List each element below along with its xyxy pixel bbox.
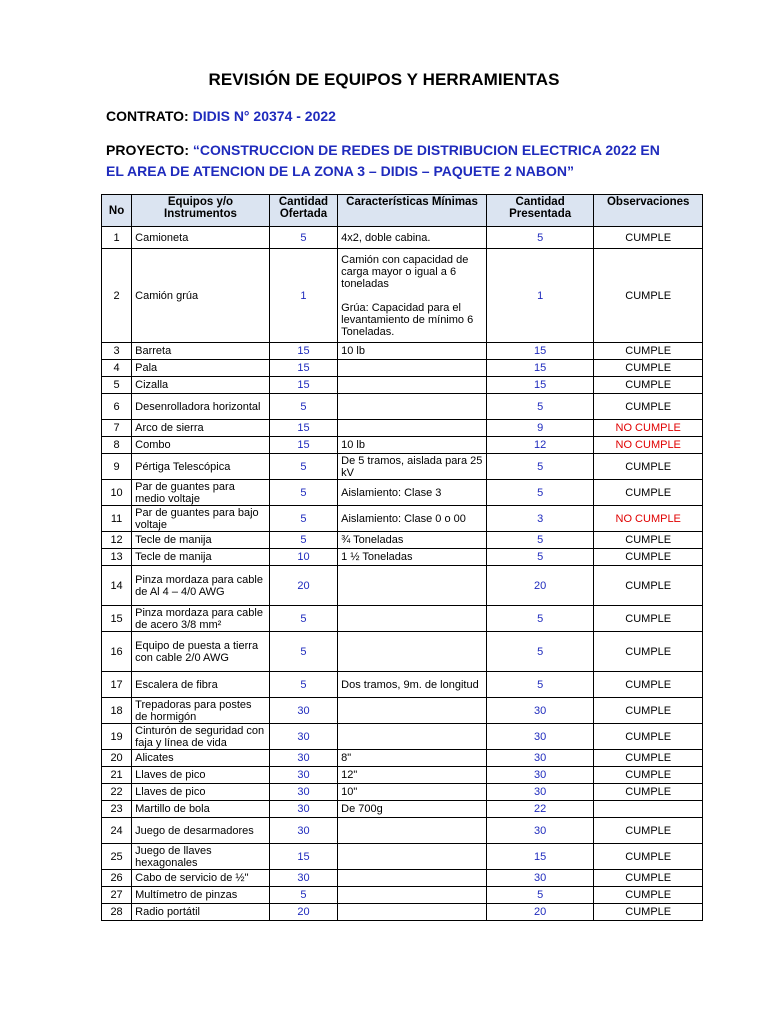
cell-offered: 5 (269, 532, 337, 549)
cell-observation: NO CUMPLE (594, 437, 703, 454)
cell-item: Cabo de servicio de ½" (132, 870, 270, 887)
cell-specs (338, 606, 487, 632)
table-row (102, 632, 703, 672)
cell-specs: 4x2, doble cabina. (338, 227, 487, 249)
table-row (102, 887, 703, 904)
cell-presented: 1 (486, 249, 594, 343)
cell-offered: 30 (269, 767, 337, 784)
cell-offered: 30 (269, 784, 337, 801)
cell-specs (338, 904, 487, 921)
cell-item: Pala (132, 360, 270, 377)
cell-item: Combo (132, 437, 270, 454)
cell-item: Llaves de pico (132, 784, 270, 801)
cell-no: 7 (102, 420, 132, 437)
table-body (102, 227, 703, 921)
cell-offered: 20 (269, 904, 337, 921)
cell-presented: 15 (486, 360, 594, 377)
cell-offered: 30 (269, 750, 337, 767)
cell-specs: ¾ Toneladas (338, 532, 487, 549)
cell-observation: CUMPLE (594, 566, 703, 606)
cell-presented: 22 (486, 801, 594, 818)
cell-offered: 15 (269, 377, 337, 394)
cell-presented: 5 (486, 394, 594, 420)
cell-item: Desenrolladora horizontal (132, 394, 270, 420)
cell-presented: 15 (486, 343, 594, 360)
table-row (102, 566, 703, 606)
cell-specs (338, 566, 487, 606)
cell-offered: 1 (269, 249, 337, 343)
cell-offered: 15 (269, 844, 337, 870)
cell-offered: 5 (269, 887, 337, 904)
cell-item: Par de guantes para medio voltaje (132, 480, 270, 506)
table-row (102, 394, 703, 420)
cell-no: 26 (102, 870, 132, 887)
cell-specs: 10" (338, 784, 487, 801)
cell-presented: 20 (486, 566, 594, 606)
cell-no: 24 (102, 818, 132, 844)
cell-no: 6 (102, 394, 132, 420)
cell-observation: CUMPLE (594, 672, 703, 698)
cell-no: 8 (102, 437, 132, 454)
table-row (102, 480, 703, 506)
cell-no: 1 (102, 227, 132, 249)
cell-offered: 30 (269, 801, 337, 818)
contract-number: DIDIS N° 20374 - 2022 (192, 108, 336, 124)
cell-no: 2 (102, 249, 132, 343)
cell-item: Trepadoras para postes de hormigón (132, 698, 270, 724)
cell-presented: 30 (486, 870, 594, 887)
cell-presented: 5 (486, 480, 594, 506)
cell-offered: 5 (269, 480, 337, 506)
cell-specs: 12" (338, 767, 487, 784)
cell-observation: CUMPLE (594, 870, 703, 887)
cell-observation: CUMPLE (594, 343, 703, 360)
cell-presented: 5 (486, 549, 594, 566)
table-row (102, 784, 703, 801)
cell-no: 13 (102, 549, 132, 566)
cell-offered: 30 (269, 870, 337, 887)
table-row (102, 454, 703, 480)
table-row (102, 750, 703, 767)
cell-item: Tecle de manija (132, 532, 270, 549)
cell-specs: 8" (338, 750, 487, 767)
cell-specs: De 5 tramos, aislada para 25 kV (338, 454, 487, 480)
cell-specs (338, 724, 487, 750)
cell-presented: 30 (486, 784, 594, 801)
cell-observation: CUMPLE (594, 227, 703, 249)
project-block (106, 140, 676, 182)
cell-item: Juego de llaves hexagonales (132, 844, 270, 870)
cell-item: Juego de desarmadores (132, 818, 270, 844)
table-row (102, 227, 703, 249)
header-specs: Características Mínimas (338, 195, 487, 227)
cell-specs (338, 420, 487, 437)
cell-observation: CUMPLE (594, 549, 703, 566)
cell-no: 16 (102, 632, 132, 672)
header-offered: Cantidad Ofertada (269, 195, 337, 227)
cell-specs: 10 lb (338, 343, 487, 360)
cell-observation: NO CUMPLE (594, 506, 703, 532)
cell-presented: 30 (486, 724, 594, 750)
cell-presented: 5 (486, 227, 594, 249)
cell-observation: CUMPLE (594, 360, 703, 377)
cell-observation: CUMPLE (594, 844, 703, 870)
table-row (102, 420, 703, 437)
cell-observation: CUMPLE (594, 724, 703, 750)
cell-item: Par de guantes para bajo voltaje (132, 506, 270, 532)
cell-no: 11 (102, 506, 132, 532)
cell-specs: 1 ½ Toneladas (338, 549, 487, 566)
cell-presented: 9 (486, 420, 594, 437)
cell-presented: 5 (486, 606, 594, 632)
cell-no: 3 (102, 343, 132, 360)
cell-offered: 5 (269, 632, 337, 672)
cell-offered: 10 (269, 549, 337, 566)
cell-offered: 5 (269, 394, 337, 420)
cell-item: Equipo de puesta a tierra con cable 2/0 AWG (132, 632, 270, 672)
cell-item: Escalera de fibra (132, 672, 270, 698)
cell-specs (338, 870, 487, 887)
header-presented: Cantidad Presentada (486, 195, 594, 227)
cell-item: Alicates (132, 750, 270, 767)
cell-no: 12 (102, 532, 132, 549)
cell-no: 18 (102, 698, 132, 724)
cell-item: Pinza mordaza para cable de Al 4 – 4/0 AWG (132, 566, 270, 606)
cell-no: 23 (102, 801, 132, 818)
cell-item: Pinza mordaza para cable de acero 3/8 mm² (132, 606, 270, 632)
header-item: Equipos y/o Instrumentos (132, 195, 270, 227)
table-row (102, 767, 703, 784)
table-row (102, 360, 703, 377)
cell-observation: CUMPLE (594, 249, 703, 343)
table-row (102, 606, 703, 632)
table-row (102, 506, 703, 532)
cell-no: 17 (102, 672, 132, 698)
table-row (102, 818, 703, 844)
header-no: No (102, 195, 132, 227)
cell-observation: CUMPLE (594, 377, 703, 394)
cell-item: Arco de sierra (132, 420, 270, 437)
table-row (102, 377, 703, 394)
cell-presented: 30 (486, 750, 594, 767)
cell-offered: 5 (269, 227, 337, 249)
cell-item: Pértiga Telescópica (132, 454, 270, 480)
table-row (102, 801, 703, 818)
contract-label: CONTRATO: (106, 108, 189, 124)
cell-specs: Aislamiento: Clase 0 o 00 (338, 506, 487, 532)
cell-presented: 20 (486, 904, 594, 921)
table-row (102, 870, 703, 887)
cell-item: Radio portátil (132, 904, 270, 921)
cell-observation: CUMPLE (594, 454, 703, 480)
cell-specs (338, 394, 487, 420)
cell-specs (338, 844, 487, 870)
table-row (102, 724, 703, 750)
cell-item: Cinturón de seguridad con faja y línea de vida (132, 724, 270, 750)
cell-no: 20 (102, 750, 132, 767)
cell-observation: CUMPLE (594, 750, 703, 767)
cell-offered: 5 (269, 672, 337, 698)
cell-presented: 5 (486, 454, 594, 480)
cell-specs (338, 818, 487, 844)
cell-specs (338, 360, 487, 377)
cell-no: 14 (102, 566, 132, 606)
cell-specs: 10 lb (338, 437, 487, 454)
cell-presented: 15 (486, 844, 594, 870)
header-observations: Observaciones (594, 195, 703, 227)
equipment-table (101, 194, 703, 921)
cell-item: Barreta (132, 343, 270, 360)
cell-offered: 20 (269, 566, 337, 606)
cell-offered: 30 (269, 724, 337, 750)
table-row (102, 904, 703, 921)
cell-item: Tecle de manija (132, 549, 270, 566)
table-row (102, 549, 703, 566)
cell-no: 9 (102, 454, 132, 480)
cell-specs: De 700g (338, 801, 487, 818)
table-header-row (102, 195, 703, 227)
cell-specs (338, 887, 487, 904)
cell-offered: 5 (269, 506, 337, 532)
cell-observation: CUMPLE (594, 532, 703, 549)
table-row (102, 698, 703, 724)
cell-no: 5 (102, 377, 132, 394)
cell-presented: 30 (486, 698, 594, 724)
project-name: “CONSTRUCCION DE REDES DE DISTRIBUCION ELECTRICA 2022 EN EL AREA DE ATENCION DE LA ZONA 3 – DIDIS – PAQUETE 2 NABON” (106, 142, 660, 179)
cell-no: 28 (102, 904, 132, 921)
cell-no: 25 (102, 844, 132, 870)
cell-no: 15 (102, 606, 132, 632)
table-row (102, 532, 703, 549)
cell-specs: Camión con capacidad de carga mayor o igual a 6 toneladas Grúa: Capacidad para el levantamiento de mínimo 6 Toneladas. (338, 249, 487, 343)
project-label: PROYECTO: (106, 142, 189, 158)
cell-specs (338, 377, 487, 394)
cell-observation: CUMPLE (594, 818, 703, 844)
cell-no: 21 (102, 767, 132, 784)
contract-line (106, 108, 336, 124)
cell-presented: 5 (486, 887, 594, 904)
cell-item: Multímetro de pinzas (132, 887, 270, 904)
cell-observation: CUMPLE (594, 784, 703, 801)
cell-presented: 12 (486, 437, 594, 454)
cell-offered: 15 (269, 437, 337, 454)
cell-presented: 15 (486, 377, 594, 394)
cell-presented: 3 (486, 506, 594, 532)
cell-item: Martillo de bola (132, 801, 270, 818)
cell-observation: CUMPLE (594, 632, 703, 672)
cell-presented: 5 (486, 632, 594, 672)
cell-observation: CUMPLE (594, 606, 703, 632)
cell-observation: CUMPLE (594, 480, 703, 506)
cell-offered: 30 (269, 818, 337, 844)
cell-offered: 15 (269, 420, 337, 437)
cell-observation: CUMPLE (594, 887, 703, 904)
cell-observation: CUMPLE (594, 698, 703, 724)
cell-no: 10 (102, 480, 132, 506)
cell-no: 4 (102, 360, 132, 377)
cell-observation: CUMPLE (594, 394, 703, 420)
cell-observation: CUMPLE (594, 904, 703, 921)
cell-offered: 5 (269, 606, 337, 632)
cell-specs (338, 632, 487, 672)
cell-no: 19 (102, 724, 132, 750)
table-row (102, 437, 703, 454)
cell-no: 22 (102, 784, 132, 801)
cell-offered: 15 (269, 343, 337, 360)
cell-specs: Aislamiento: Clase 3 (338, 480, 487, 506)
cell-observation: CUMPLE (594, 767, 703, 784)
cell-presented: 5 (486, 672, 594, 698)
cell-presented: 5 (486, 532, 594, 549)
table-row (102, 672, 703, 698)
table-row (102, 343, 703, 360)
table-row (102, 844, 703, 870)
cell-item: Llaves de pico (132, 767, 270, 784)
cell-no: 27 (102, 887, 132, 904)
cell-presented: 30 (486, 818, 594, 844)
cell-specs (338, 698, 487, 724)
cell-offered: 15 (269, 360, 337, 377)
cell-observation: NO CUMPLE (594, 420, 703, 437)
cell-item: Camión grúa (132, 249, 270, 343)
cell-specs: Dos tramos, 9m. de longitud (338, 672, 487, 698)
cell-offered: 5 (269, 454, 337, 480)
table-row (102, 249, 703, 343)
cell-item: Cizalla (132, 377, 270, 394)
cell-item: Camioneta (132, 227, 270, 249)
cell-offered: 30 (269, 698, 337, 724)
document-title: REVISIÓN DE EQUIPOS Y HERRAMIENTAS (208, 70, 560, 89)
cell-presented: 30 (486, 767, 594, 784)
cell-observation (594, 801, 703, 818)
